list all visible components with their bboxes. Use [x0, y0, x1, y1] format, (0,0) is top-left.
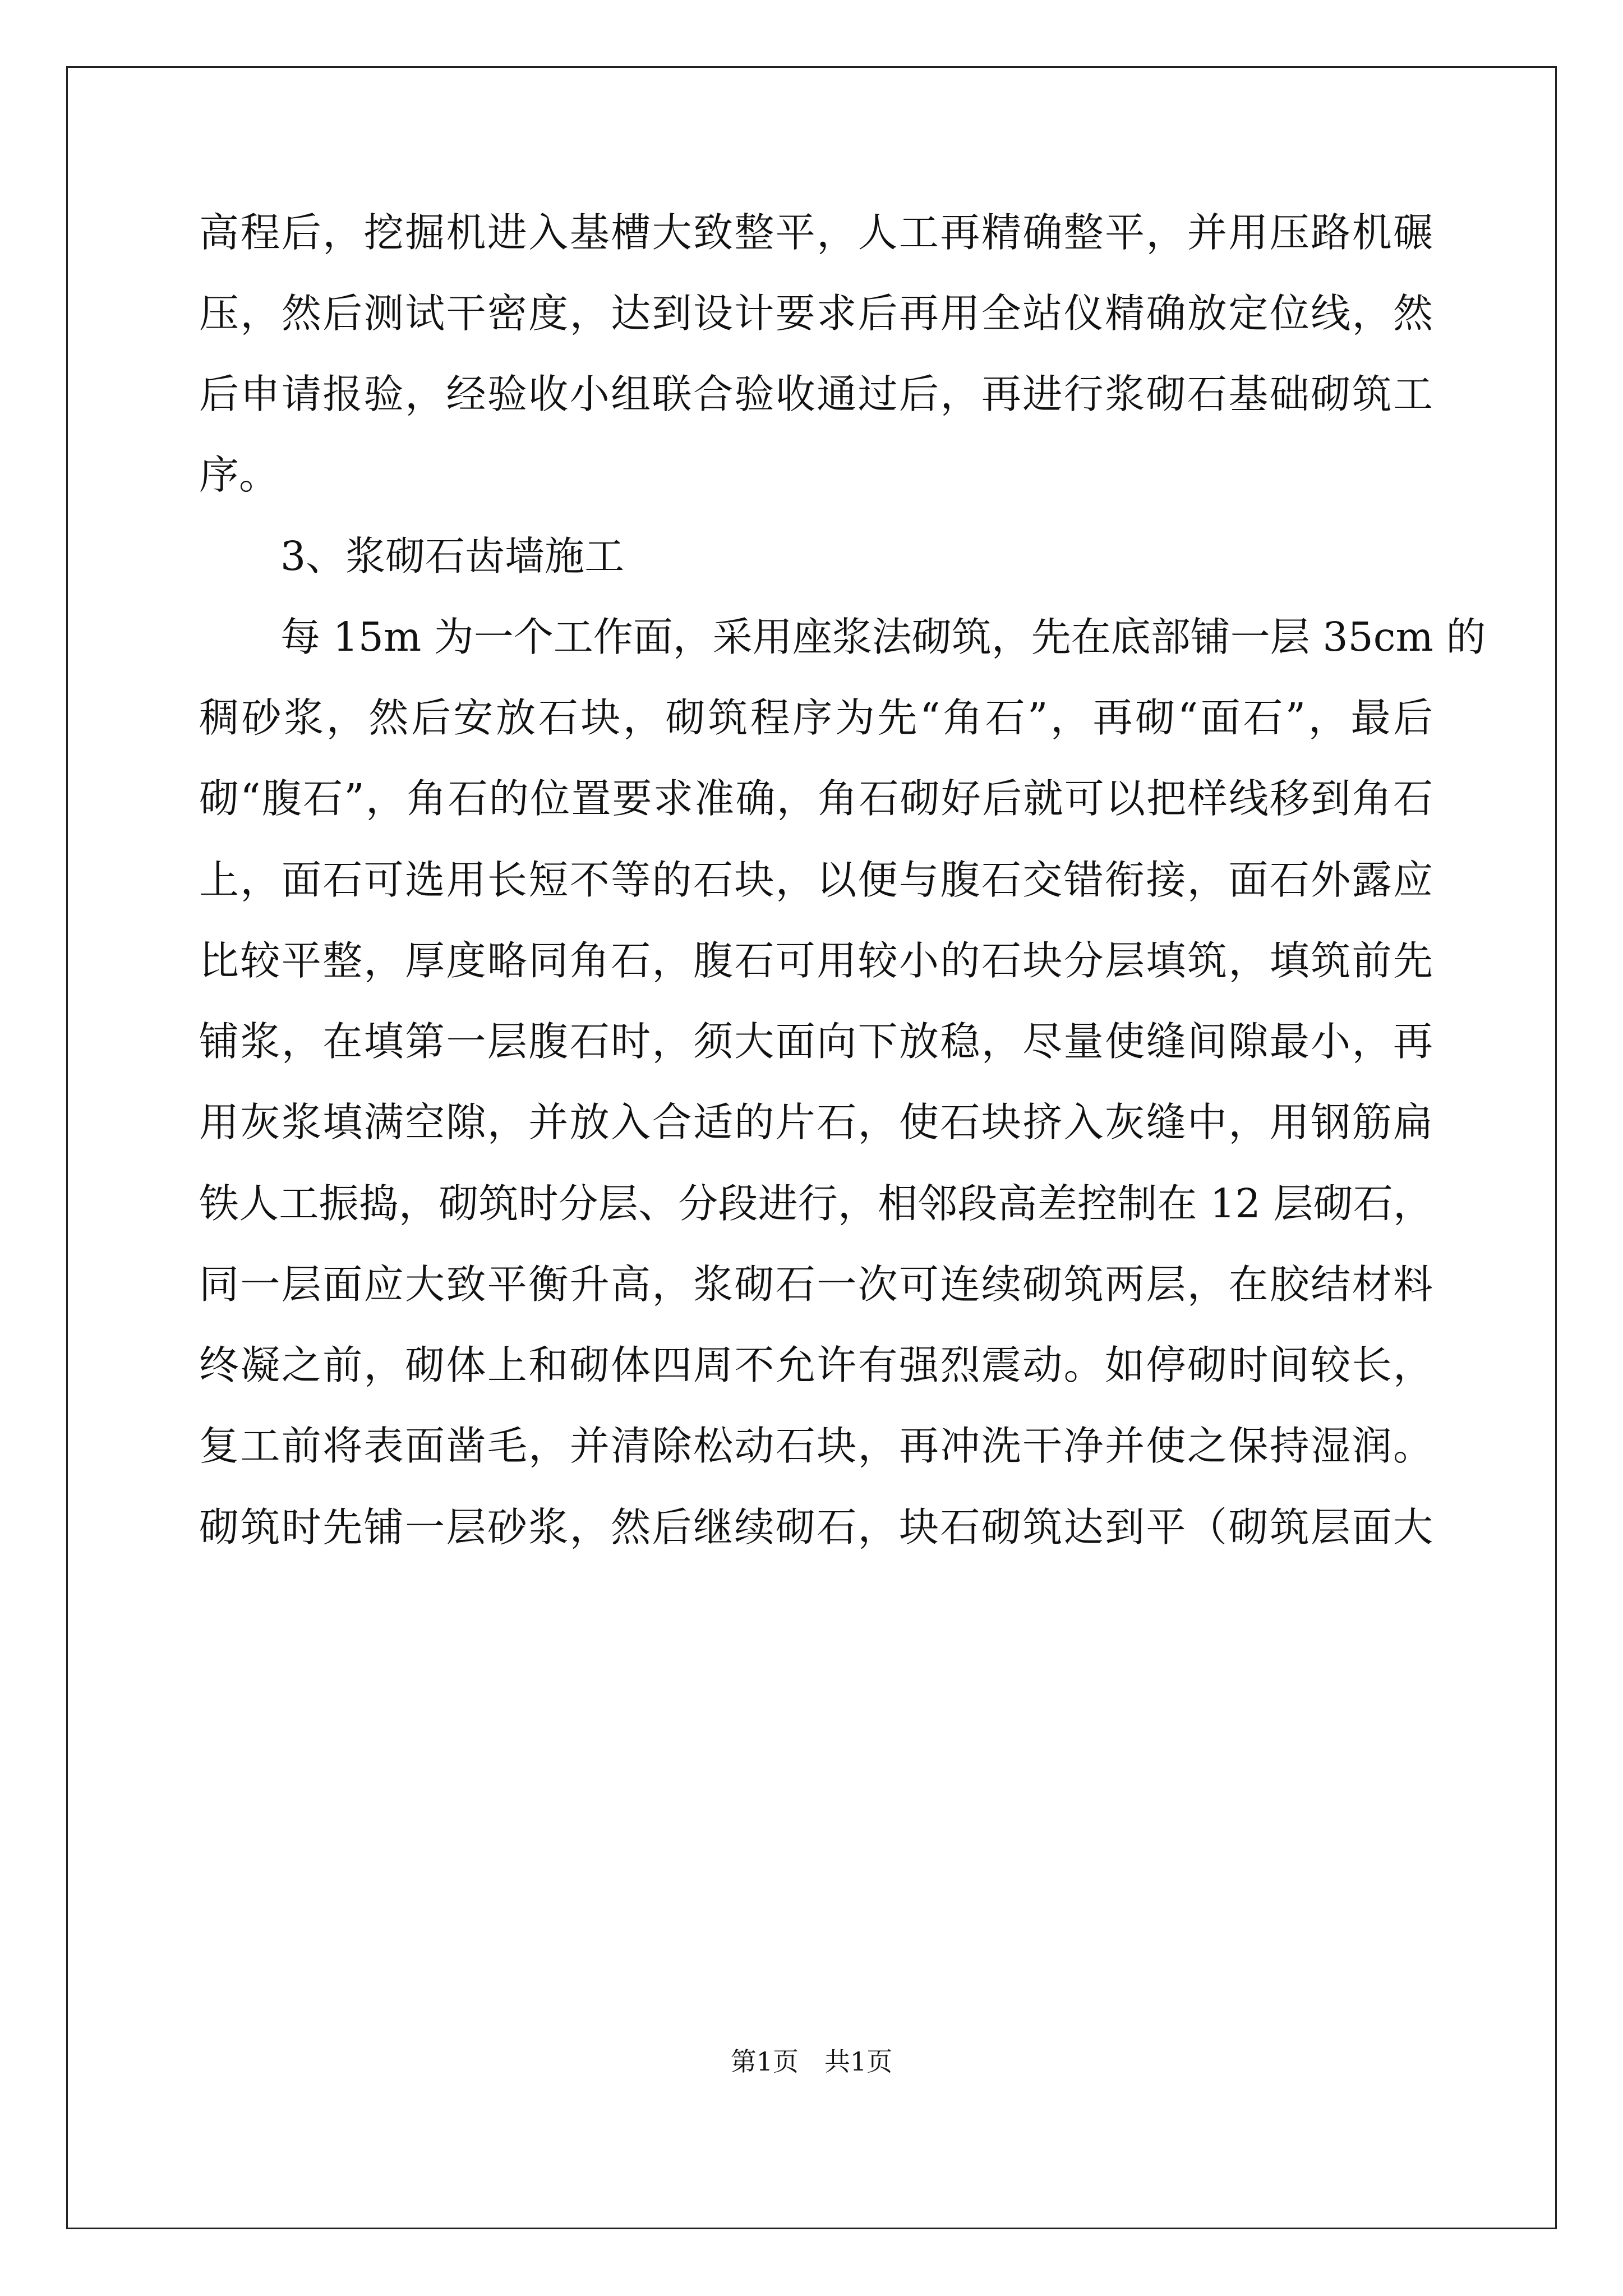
text-line: 铁人工振捣，砌筑时分层、分段进行，相邻段高差控制在 12 层砌石，	[199, 1180, 1433, 1227]
text-line: 压，然后测试干密度，达到设计要求后再用全站仪精确放定位线，然	[199, 290, 1433, 337]
text-line: 每 15m 为一个工作面，采用座浆法砌筑，先在底部铺一层 35cm 的	[280, 614, 1486, 660]
page-footer: 第1页 共1页	[730, 2046, 893, 2077]
text-line: 砌筑时先铺一层砂浆，然后继续砌石，块石砌筑达到平（砌筑层面大	[199, 1504, 1433, 1550]
text-line: 同一层面应大致平衡升高，浆砌石一次可连续砌筑两层，在胶结材料	[199, 1261, 1433, 1308]
text-line: 上，面石可选用长短不等的石块，以便与腹石交错衔接，面石外露应	[199, 857, 1433, 903]
section-heading: 3、浆砌石齿墙施工	[280, 533, 625, 579]
text-line: 比较平整，厚度略同角石，腹石可用较小的石块分层填筑，填筑前先	[199, 937, 1433, 984]
text-line: 用灰浆填满空隙，并放入合适的片石，使石块挤入灰缝中，用钢筋扁	[199, 1099, 1433, 1145]
text-line: 终凝之前，砌体上和砌体四周不允许有强烈震动。如停砌时间较长，	[199, 1342, 1433, 1388]
text-line: 复工前将表面凿毛，并清除松动石块，再冲洗干净并使之保持湿润。	[199, 1423, 1433, 1469]
text-line: 砌“腹石”，角石的位置要求准确，角石砌好后就可以把样线移到角石	[199, 775, 1433, 822]
text-line: 序。	[199, 452, 279, 498]
text-line: 稠砂浆，然后安放石块，砌筑程序为先“角石”，再砌“面石”，最后	[199, 694, 1433, 741]
text-line: 铺浆，在填第一层腹石时，须大面向下放稳，尽量使缝间隙最小，再	[199, 1018, 1433, 1065]
text-line: 高程后，挖掘机进入基槽大致整平，人工再精确整平，并用压路机碾	[199, 209, 1433, 256]
text-line: 后申请报验，经验收小组联合验收通过后，再进行浆砌石基础砌筑工	[199, 371, 1433, 417]
